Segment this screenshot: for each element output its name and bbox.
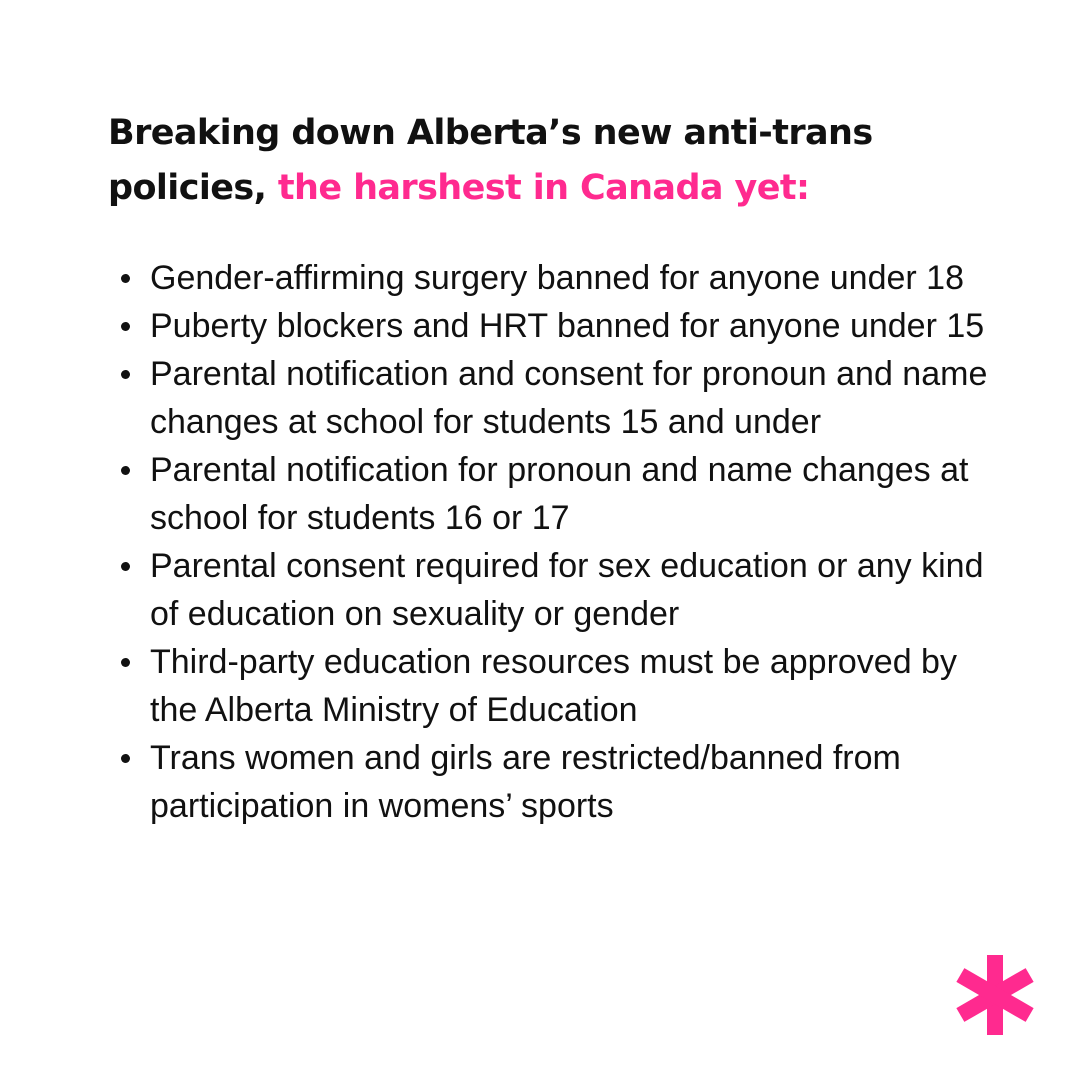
list-item-text: Parental notification for pronoun and name changes at school for students 16 or 17 xyxy=(150,451,969,537)
list-item xyxy=(118,350,998,446)
headline xyxy=(108,106,988,216)
bullet-icon xyxy=(121,322,130,331)
headline-lead: Breaking down Alberta’s new anti-trans policies, xyxy=(108,113,873,208)
list-item-text: Third-party education resources must be approved by the Alberta Ministry of Education xyxy=(150,643,957,729)
list-item-text: Trans women and girls are restricted/banned from participation in womens’ sports xyxy=(150,739,901,825)
list-item xyxy=(118,734,998,830)
list-item-text: Puberty blockers and HRT banned for anyone under 15 xyxy=(150,307,985,345)
list-item xyxy=(118,446,998,542)
list-item-text: Parental notification and consent for pronoun and name changes at school for students 15 and under xyxy=(150,355,988,441)
bullet-icon xyxy=(121,370,130,379)
asterisk-icon xyxy=(950,950,1040,1040)
policy-list xyxy=(118,254,998,830)
list-item-text: Parental consent required for sex education or any kind of education on sexuality or gender xyxy=(150,547,984,633)
bullet-icon xyxy=(121,658,130,667)
bullet-icon xyxy=(121,274,130,283)
bullet-icon xyxy=(121,562,130,571)
list-item xyxy=(118,542,998,638)
bullet-icon xyxy=(121,466,130,475)
list-item xyxy=(118,254,998,302)
list-item xyxy=(118,638,998,734)
headline-accent: the harshest in Canada yet: xyxy=(277,168,810,208)
bullet-icon xyxy=(121,754,130,763)
list-item-text: Gender-affirming surgery banned for anyone under 18 xyxy=(150,259,964,297)
list-item xyxy=(118,302,998,350)
